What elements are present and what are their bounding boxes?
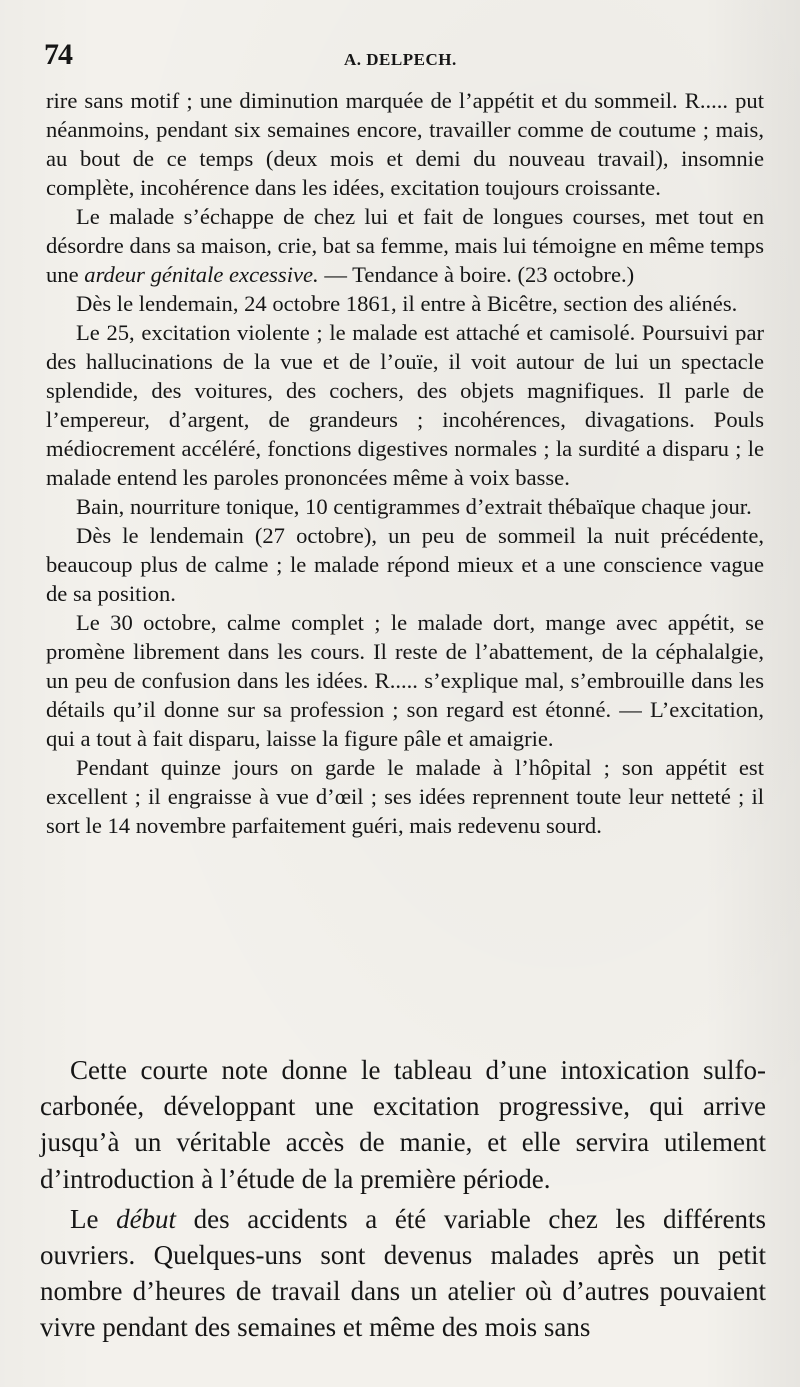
text-segment: Bain, nourriture tonique, 10 centigrammes d’extrait thébaïque chaque jour. <box>76 494 752 519</box>
page-header <box>44 38 764 78</box>
text-segment: Pendant quinze jours on garde le malade à l’hôpital ; son appétit est excellent ; il engraisse à vue d’œil ; ses idées reprennent toute leur netteté ; il sort le 14 novembre parfaitement guéri, mais redevenu sourd. <box>46 755 764 838</box>
text-segment: Cette courte note donne le tableau d’une intoxication sulfo-carbonée, développant une excitation progressive, qui arrive jusqu’à un véritable accès de manie, et elle servira utilement d’introduction à l’étude de la première période. <box>40 1055 766 1194</box>
paragraph <box>46 86 764 202</box>
case-report-text <box>46 86 764 840</box>
paragraph <box>40 1052 766 1197</box>
paragraph <box>46 318 764 492</box>
italic-text-segment: ardeur génitale excessive. <box>84 262 319 287</box>
paragraph <box>46 521 764 608</box>
paragraph <box>46 289 764 318</box>
paragraph <box>46 492 764 521</box>
text-segment: — Tendance à boire. (23 octobre.) <box>318 262 635 287</box>
text-segment: Dès le lendemain (27 octobre), un peu de sommeil la nuit précédente, beaucoup plus de calme ; le malade répond mieux et a une conscience vague de sa position. <box>46 523 764 606</box>
paragraph <box>46 753 764 840</box>
text-segment: des accidents a été variable chez les différents ouvriers. Quelques-uns sont devenus malades après un petit nombre d’heures de travail dans un atelier où d’autres pouvaient vivre pendant des semaines et même des mois sans <box>40 1203 766 1343</box>
paragraph <box>46 202 764 289</box>
text-segment: Le malade s’échappe de chez lui et fait de longues courses, met tout en désordre dans sa maison, crie, bat sa femme, mais lui témoigne en même temps une <box>46 204 764 287</box>
text-segment: Le 25, excitation violente ; le malade est attaché et camisolé. Poursuivi par des hallucinations de la vue et de l’ouïe, il voit autour de lui un spectacle splendide, des voitures, des cochers, des objets magnifiques. Il parle de l’empereur, d’argent, de grandeurs ; incohérences, divagations. Pouls médiocrement accéléré, fonctions digestives normales ; la surdité a disparu ; le malade entend les paroles prononcées même à voix basse. <box>46 320 764 490</box>
text-segment: Le <box>70 1203 117 1234</box>
paragraph <box>40 1201 766 1346</box>
text-segment: Le 30 octobre, calme complet ; le malade dort, mange avec appétit, se promène librement dans les cours. Il reste de l’abattement, de la céphalalgie, un peu de confusion dans les idées. R..... s’explique mal, s’embrouille dans les détails qu’il donne sur sa profession ; son regard est étonné. — L’excitation, qui a tout à fait disparu, laisse la figure pâle et amaigrie. <box>46 610 764 751</box>
paragraph <box>46 608 764 753</box>
text-segment: rire sans motif ; une diminution marquée de l’appétit et du sommeil. R..... put néanmoins, pendant six semaines encore, travailler comme de coutume ; mais, au bout de ce temps (deux mois et demi du nouveau travail), insomnie complète, incohérence dans les idées, excitation toujours croissante. <box>46 88 764 200</box>
italic-text-segment: début <box>116 1203 177 1234</box>
commentary-text <box>40 1052 766 1346</box>
text-segment: Dès le lendemain, 24 octobre 1861, il entre à Bicêtre, section des aliénés. <box>76 291 738 316</box>
running-head: A. DELPECH. <box>344 50 457 69</box>
page-number: 74 <box>44 38 72 71</box>
